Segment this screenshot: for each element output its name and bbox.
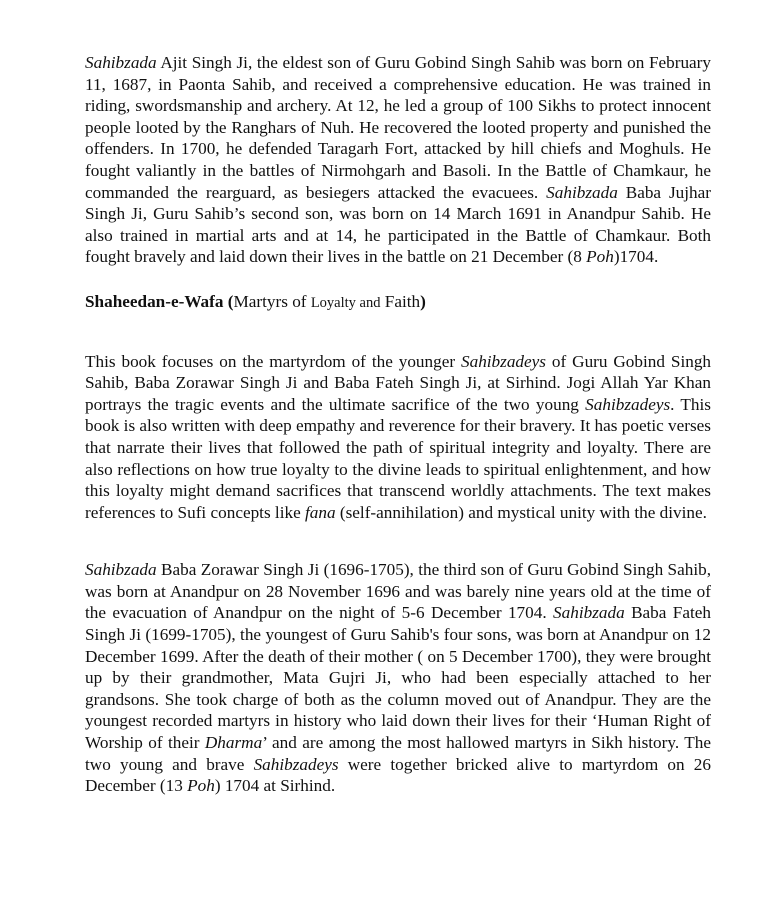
paragraph-text: ’ and are among the most hallowed martyrs in Sikh history. The two young and brave: [85, 733, 711, 774]
paragraph-ajit-jujhar: [85, 52, 711, 268]
paragraph-text: Baba Zorawar Singh Ji (1696-1705), the third son of Guru Gobind Singh Sahib, was born at Anandpur on 28 November 1696 and was barely nine years old at the time of the evacuation of Anandpur on the night of 5-6 December 1704.: [85, 560, 711, 623]
heading-subtitle-small: Loyalty and: [310, 294, 381, 311]
emphasis: Sahibzadeys: [585, 394, 671, 414]
emphasis: Sahibzada: [546, 182, 618, 202]
paragraph-text: Baba Fateh Singh Ji (1699-1705), the youngest of Guru Sahib's four sons, was born at Anandpur on 12 December 1699. After the death of their mother ( on 5 December 1700), they were brought up by their grandmother, Mata Gujri Ji, who had been especially attached to her grandsons. She took charge of both as the column moved out of Anandpur. They are the youngest recorded martyrs in history who laid down their lives for their ‘Human Right of Worship of their: [85, 603, 711, 753]
heading-subtitle: Faith: [380, 291, 421, 311]
paragraph-text: This book focuses on the martyrdom of the younger: [85, 351, 461, 371]
emphasis: Dharma: [204, 733, 263, 753]
paragraph-zorawar-fateh: [85, 559, 711, 797]
paragraph-text: of Guru Gobind Singh Sahib, Baba Zorawar Singh Ji and Baba Fateh Singh Ji, at Sirhind. Jogi Allah Yar Khan portrays the tragic events and the ultimate sacrifice of the two young: [85, 351, 712, 414]
heading-title: Shaheedan-e-Wafa (: [85, 291, 234, 311]
emphasis: Poh: [586, 247, 614, 267]
emphasis: Sahibzada: [85, 53, 157, 72]
paragraph-text: Ajit Singh Ji, the eldest son of Guru Gobind Singh Sahib was born on February 11, 1687, in Paonta Sahib, and received a comprehensive education. He was trained in riding, swordsmanship and archery. At 12, he led a group of 100 Sikhs to protect innocent people looted by the Ranghars of Nuh. He recovered the looted property and punished the offenders. In 1700, he defended Taragarh Fort, attacked by hill chiefs and Moghuls. He fought valiantly in the battles of Nirmohgarh and Basoli. In the Battle of Chamkaur, he commanded the rearguard, as besiegers attacked the evacuees.: [85, 53, 711, 202]
emphasis: Sahibzada: [553, 603, 625, 623]
emphasis: Sahibzadeys: [253, 754, 339, 774]
section-heading: [85, 291, 711, 315]
paragraph-text: )1704.: [613, 247, 659, 267]
emphasis: Sahibzada: [85, 560, 157, 580]
heading-subtitle: Martyrs of: [233, 291, 311, 311]
paragraph-text: (self-annihilation) and mystical unity with the divine.: [335, 502, 707, 522]
paragraph-text: were together bricked alive to martyrdom on 26 December (13: [85, 754, 711, 796]
heading-close-paren: ): [420, 291, 426, 311]
emphasis: Poh: [187, 776, 215, 796]
paragraph-text: . This book is also written with deep empathy and reverence for their bravery. It has poetic verses that narrate their lives that followed the path of spiritual integrity and loyalty. There are also reflections on how true loyalty to the divine leads to spiritual enlightenment, and how this loyalty might demand sacrifices that transcend worldly attachments. The text makes references to Sufi concepts like: [85, 394, 712, 522]
emphasis: Sahibzadeys: [461, 351, 546, 371]
paragraph-text: Baba Jujhar Singh Ji, Guru Sahib’s second son, was born on 14 March 1691 in Anandpur Sahib. He also trained in martial arts and at 14, he participated in the Battle of Chamkaur. Both fought bravely and laid down their lives in the battle on 21 December (8: [85, 182, 711, 267]
paragraph-text: ) 1704 at Sirhind.: [214, 776, 336, 796]
emphasis: fana: [305, 502, 336, 522]
paragraph-book-description: [85, 351, 711, 524]
document-page: [85, 52, 711, 797]
